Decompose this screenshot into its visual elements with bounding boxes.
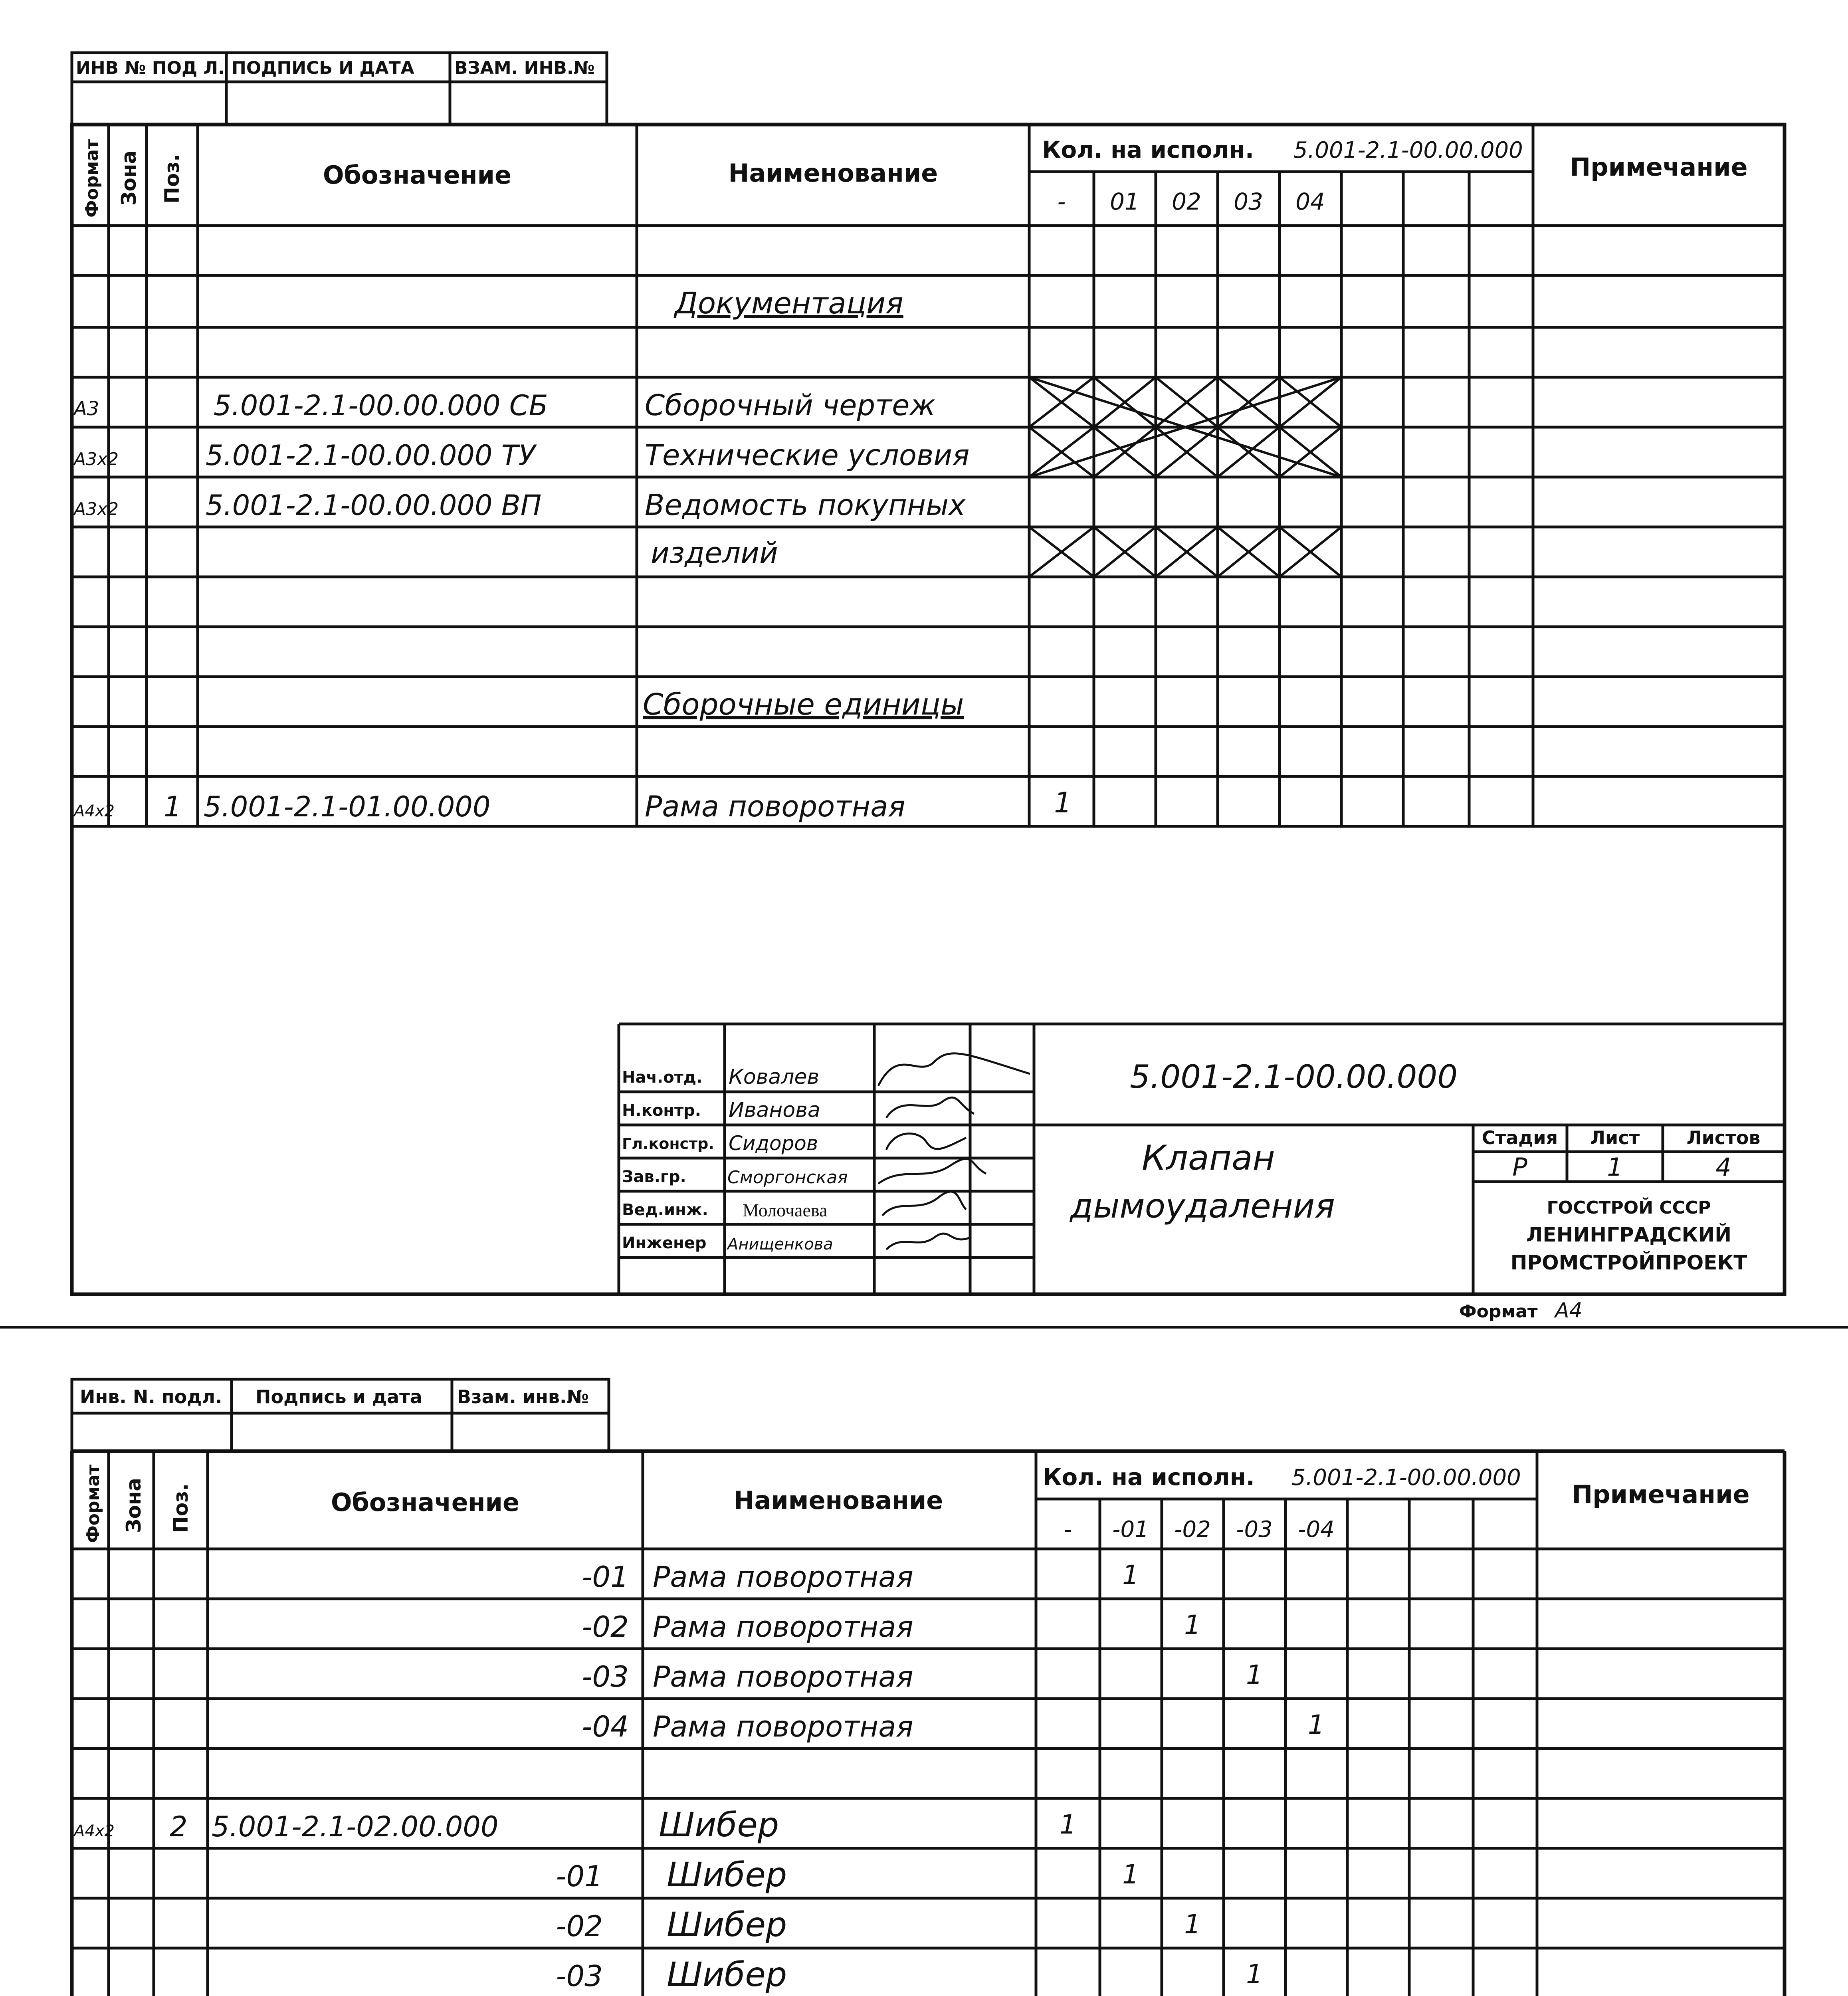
row-designation: -01 bbox=[582, 1560, 629, 1594]
stage-label: Стадия bbox=[1482, 1127, 1558, 1148]
header-name: Наименование bbox=[733, 1486, 943, 1515]
role-label: Нач.отд. bbox=[622, 1068, 703, 1087]
person-name: Ковалев bbox=[729, 1065, 820, 1089]
header-pos: Поз. bbox=[169, 1483, 192, 1533]
section-documentation: Документация bbox=[675, 286, 903, 321]
header-note: Примечание bbox=[1570, 152, 1748, 182]
variant-col-3: 03 bbox=[1234, 188, 1263, 215]
section-assembly-units: Сборочные единицы bbox=[643, 687, 964, 722]
header-designation: Обозначение bbox=[323, 160, 512, 190]
format-label: Формат bbox=[1459, 1301, 1538, 1322]
header-zone: Зона bbox=[122, 1477, 145, 1533]
row-pos: 2 bbox=[170, 1810, 188, 1843]
sheet-value: 1 bbox=[1607, 1152, 1623, 1182]
doc-title-line-2: дымоудаления bbox=[1070, 1186, 1335, 1226]
person-name: Молочаева bbox=[743, 1200, 828, 1220]
row-name: Шибер bbox=[667, 1905, 787, 1944]
row-qty: 1 bbox=[1184, 1610, 1201, 1640]
variant-col-0: - bbox=[1064, 1517, 1072, 1543]
role-label: Зав.гр. bbox=[622, 1168, 686, 1186]
row-designation: 5.001-2.1-00.00.000 ТУ bbox=[206, 439, 536, 472]
row-qty: 1 bbox=[1122, 1560, 1139, 1590]
org-line-3: ПРОМСТРОЙПРОЕКТ bbox=[1510, 1251, 1747, 1274]
header-qty-code: 5.001-2.1-00.00.000 bbox=[1291, 1465, 1521, 1491]
row-designation: -03 bbox=[556, 1959, 603, 1993]
row-designation: -03 bbox=[582, 1660, 629, 1693]
row-designation: -02 bbox=[556, 1909, 603, 1943]
role-label: Вед.инж. bbox=[622, 1201, 708, 1219]
row-format: А4х2 bbox=[74, 1822, 115, 1840]
header-format: Формат bbox=[83, 1464, 103, 1543]
stamp-sign-date: Подпись и дата bbox=[256, 1386, 422, 1408]
person-name: Иванова bbox=[729, 1098, 820, 1122]
person-name: Сморгонская bbox=[727, 1167, 848, 1188]
header-zone: Зона bbox=[117, 150, 141, 206]
stamp-vzam-inv: Взам. инв.№ bbox=[457, 1386, 589, 1408]
org-line-1: ГОССТРОЙ СССР bbox=[1547, 1198, 1711, 1218]
doc-title-line-1: Клапан bbox=[1142, 1138, 1275, 1178]
variant-col-0: - bbox=[1057, 188, 1066, 215]
header-pos: Поз. bbox=[160, 154, 184, 204]
row-name: Технические условия bbox=[645, 438, 970, 472]
row-designation: 5.001-2.1-02.00.000 bbox=[212, 1810, 499, 1843]
row-qty: 1 bbox=[1246, 1659, 1263, 1690]
role-label: Гл.констр. bbox=[622, 1135, 714, 1152]
sheets-value: 4 bbox=[1715, 1152, 1731, 1182]
row-qty: 1 bbox=[1246, 1959, 1263, 1990]
row-qty: 1 bbox=[1122, 1859, 1139, 1890]
row-qty: 1 bbox=[1060, 1809, 1076, 1840]
row-name: Рама поворотная bbox=[653, 1560, 913, 1594]
variant-col-1: 01 bbox=[1110, 188, 1139, 215]
signatures bbox=[878, 1053, 1030, 1249]
sheets-label: Листов bbox=[1686, 1127, 1761, 1148]
role-label: Н.контр. bbox=[622, 1101, 701, 1120]
row-qty: 1 bbox=[1308, 1709, 1325, 1740]
row-name: Сборочный чертеж bbox=[645, 388, 936, 422]
role-label: Инженер bbox=[622, 1234, 707, 1252]
row-name: Шибер bbox=[667, 1955, 787, 1994]
row-format: А4х2 bbox=[74, 802, 115, 820]
row-name: Ведомость покупных bbox=[645, 488, 966, 522]
row-format: А3х2 bbox=[74, 449, 119, 469]
stage-value: Р bbox=[1512, 1152, 1527, 1182]
variant-col-4: -04 bbox=[1298, 1517, 1335, 1543]
header-format: Формат bbox=[82, 139, 102, 218]
row-name: Шибер bbox=[667, 1855, 787, 1894]
row-qty: 1 bbox=[1184, 1909, 1201, 1940]
person-name: Сидоров bbox=[729, 1132, 818, 1155]
row-format: А3х2 bbox=[74, 499, 119, 519]
row-designation: 5.001-2.1-00.00.000 СБ bbox=[214, 389, 548, 422]
row-name: Рама поворотная bbox=[653, 1710, 913, 1743]
row-designation: 5.001-2.1-01.00.000 bbox=[204, 790, 491, 823]
stamp-inv-podl: ИНВ № ПОД Л. bbox=[76, 58, 225, 78]
variant-col-2: -02 bbox=[1174, 1517, 1211, 1543]
title-block bbox=[619, 1024, 1785, 1294]
header-qty: Кол. на исполн. bbox=[1042, 136, 1254, 163]
header-designation: Обозначение bbox=[331, 1488, 520, 1517]
row-name: Рама поворотная bbox=[645, 790, 905, 823]
variant-col-3: -03 bbox=[1236, 1517, 1273, 1543]
org-line-2: ЛЕНИНГРАДСКИЙ bbox=[1526, 1223, 1732, 1246]
row-name: изделий bbox=[651, 536, 778, 570]
sheet-2 bbox=[72, 1379, 1785, 1996]
stamp-inv-podl: Инв. N. подл. bbox=[80, 1386, 222, 1408]
header-qty: Кол. на исполн. bbox=[1043, 1463, 1255, 1491]
row-name: Шибер bbox=[659, 1805, 779, 1844]
variant-col-1: -01 bbox=[1112, 1517, 1149, 1543]
sheet-label: Лист bbox=[1590, 1127, 1640, 1148]
sheet-1 bbox=[72, 53, 1785, 1323]
header-note: Примечание bbox=[1572, 1480, 1750, 1509]
person-name: Анищенкова bbox=[727, 1235, 833, 1253]
variant-col-2: 02 bbox=[1172, 188, 1201, 215]
row-designation: 5.001-2.1-00.00.000 ВП bbox=[206, 489, 542, 522]
row-qty: 1 bbox=[1054, 786, 1072, 819]
row-designation: -04 bbox=[582, 1710, 629, 1743]
row-name: Рама поворотная bbox=[653, 1610, 913, 1644]
row-format: А3 bbox=[74, 398, 99, 420]
variant-col-4: 04 bbox=[1295, 188, 1325, 215]
row-pos: 1 bbox=[164, 790, 182, 823]
header-name: Наименование bbox=[728, 158, 938, 188]
doc-code: 5.001-2.1-00.00.000 bbox=[1130, 1058, 1458, 1095]
stamp-sign-date: ПОДПИСЬ И ДАТА bbox=[232, 58, 414, 78]
row-designation: -01 bbox=[556, 1859, 603, 1893]
row-name: Рама поворотная bbox=[653, 1660, 913, 1693]
format-value: А4 bbox=[1555, 1299, 1583, 1323]
row-designation: -02 bbox=[582, 1610, 629, 1644]
header-qty-code: 5.001-2.1-00.00.000 bbox=[1293, 137, 1523, 163]
stamp-vzam-inv: ВЗАМ. ИНВ.№ bbox=[454, 58, 595, 78]
